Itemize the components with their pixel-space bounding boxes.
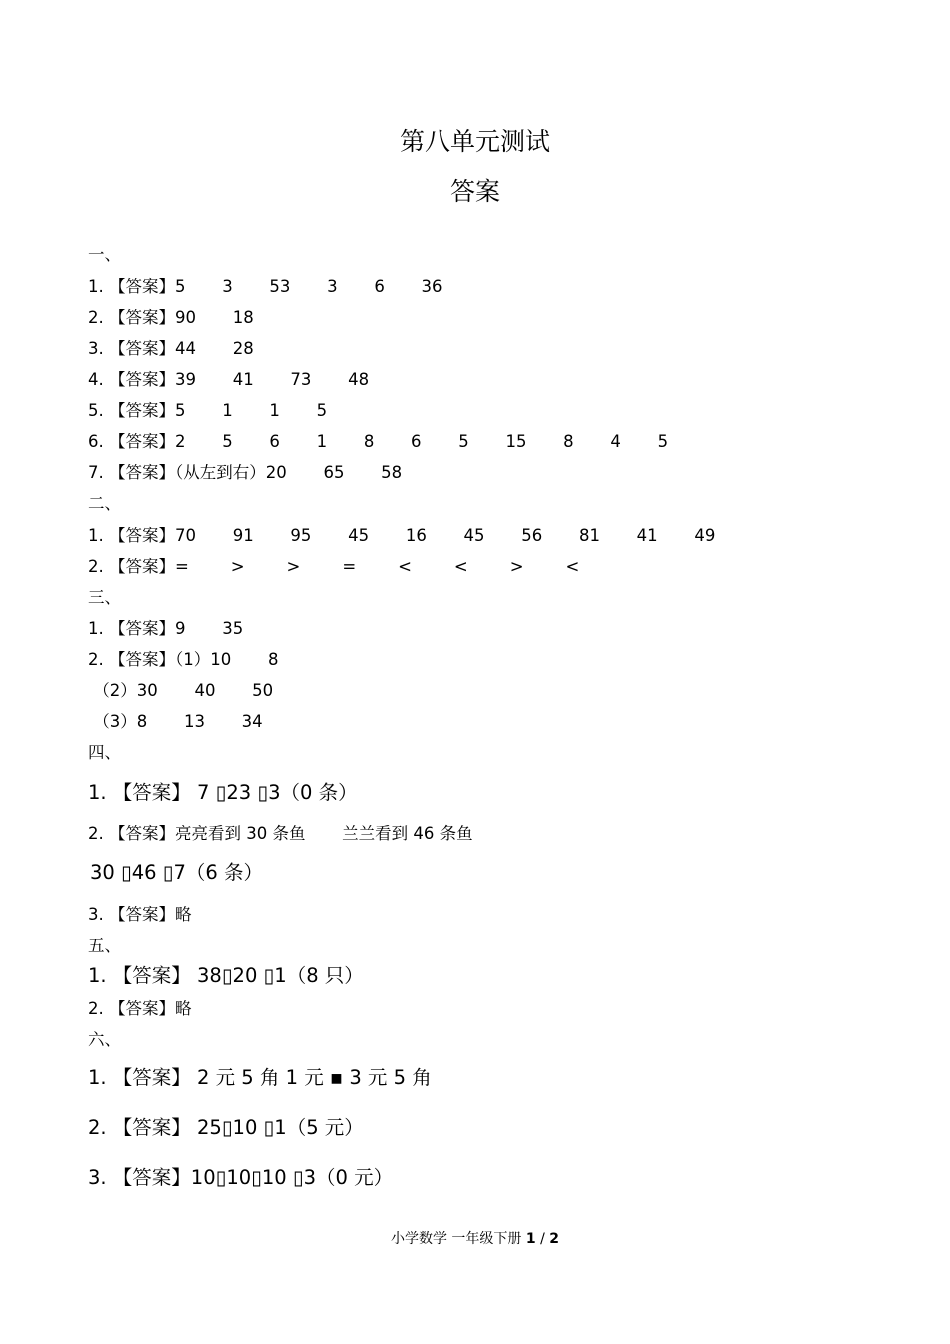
answer-line: 3. 【答案】44 28 — [88, 339, 254, 358]
answer-line: 6. 【答案】2 5 6 1 8 6 5 15 8 4 5 — [88, 432, 669, 451]
page-number-separator: / — [535, 1231, 550, 1247]
section-3-heading: 三、 — [88, 588, 121, 607]
answer-line: 2. 【答案】= > > = < < > < — [88, 557, 580, 576]
answer-line: 1. 【答案】70 91 95 45 16 45 56 81 41 49 — [88, 526, 716, 545]
answer-line: 2. 【答案】略 — [88, 999, 192, 1018]
answer-line: （3）8 13 34 — [88, 712, 263, 731]
answer-line: 30 ▯46 ▯7（6 条） — [90, 861, 263, 884]
answer-line: 2. 【答案】90 18 — [88, 308, 254, 327]
section-6-heading: 六、 — [88, 1030, 121, 1049]
section-4-heading: 四、 — [88, 743, 121, 762]
section-5-heading: 五、 — [88, 936, 121, 955]
answer-line: 5. 【答案】5 1 1 5 — [88, 401, 328, 420]
answer-line: 4. 【答案】39 41 73 48 — [88, 370, 370, 389]
section-2-heading: 二、 — [88, 494, 121, 513]
answer-line: 1. 【答案】 2 元 5 角 1 元 ▪ 3 元 5 角 — [88, 1066, 432, 1089]
page-number-total: 2 — [549, 1231, 560, 1247]
answer-line: 1. 【答案】5 3 53 3 6 36 — [88, 277, 443, 296]
answer-line: 3. 【答案】略 — [88, 905, 192, 924]
answer-line: 2. 【答案】（1）10 8 — [88, 650, 279, 669]
answer-line: 1. 【答案】 7 ▯23 ▯3（0 条） — [88, 781, 358, 804]
answer-line: 3. 【答案】10▯10▯10 ▯3（0 元） — [88, 1166, 394, 1189]
footer-subject: 小学数学 一年级下册 — [390, 1231, 522, 1247]
answer-line: 2. 【答案】 25▯10 ▯1（5 元） — [88, 1116, 364, 1139]
answer-line: 1. 【答案】9 35 — [88, 619, 244, 638]
answer-line: （2）30 40 50 — [88, 681, 274, 700]
answer-line: 1. 【答案】 38▯20 ▯1（8 只） — [88, 964, 364, 987]
answer-line: 7. 【答案】（从左到右）20 65 58 — [88, 463, 403, 482]
page-title: 第八单元测试 — [399, 127, 550, 156]
section-1-heading: 一、 — [88, 245, 121, 264]
answer-line: 2. 【答案】亮亮看到 30 条鱼 兰兰看到 46 条鱼 — [88, 824, 473, 843]
page-subtitle: 答案 — [449, 177, 500, 206]
page-footer — [0, 1228, 950, 1248]
page-number-current: 1 — [525, 1231, 536, 1247]
